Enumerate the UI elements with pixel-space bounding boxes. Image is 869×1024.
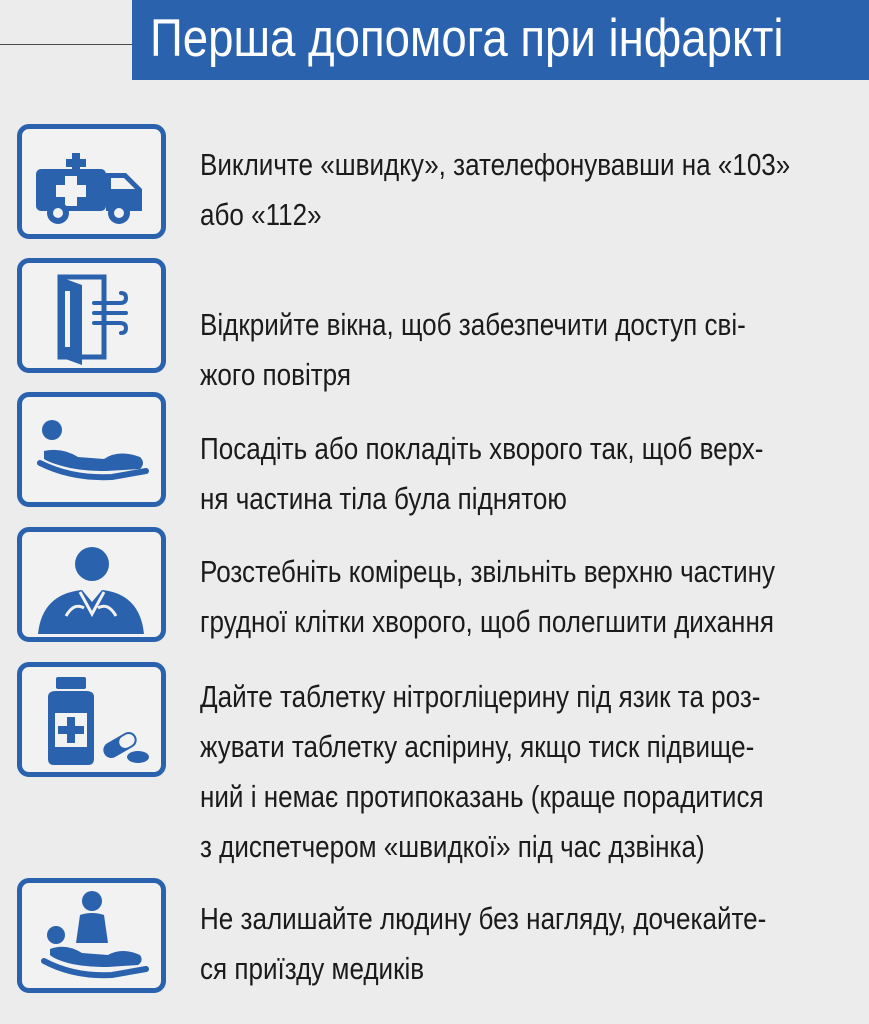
item-text: Посадіть або покладіть хворого так, щоб верх- ня частина тіла була піднятою — [200, 431, 764, 516]
icon-frame — [17, 258, 166, 373]
icon-frame — [17, 124, 166, 239]
medicine-bottle-icon — [22, 667, 161, 772]
title-bar — [132, 0, 869, 80]
ambulance-icon — [22, 129, 161, 234]
open-window-icon — [22, 263, 161, 368]
item-text: Дайте таблетку нітрогліцерину під язик та роз- жувати таблетку аспірину, якщо тиск підвище- ний і немає протипоказань (краще порадитися з диспетчером «швидкої» під час дзвінка) — [200, 679, 764, 864]
unbutton-collar-icon — [22, 532, 161, 637]
item-text: Не залишайте людину без нагляду, дочекайте- ся приїзду медиків — [200, 901, 767, 986]
item-text: Відкрийте вікна, щоб забезпечити доступ сві- жого повітря — [200, 307, 746, 392]
item-text: Викличте «швидку», зателефонувавши на «103» або «112» — [200, 147, 791, 232]
item-text: Розстебніть комірець, звільніть верхню частину грудної клітки хворого, щоб полегшити дихання — [200, 554, 776, 639]
reclining-person-icon — [22, 397, 161, 502]
icon-frame — [17, 392, 166, 507]
icon-frame — [17, 662, 166, 777]
header-rule — [0, 44, 132, 45]
page-title: Перша допомога при інфаркті — [150, 9, 784, 68]
icon-frame — [17, 527, 166, 642]
icon-frame — [17, 878, 166, 993]
caregiver-patient-icon — [22, 883, 161, 988]
